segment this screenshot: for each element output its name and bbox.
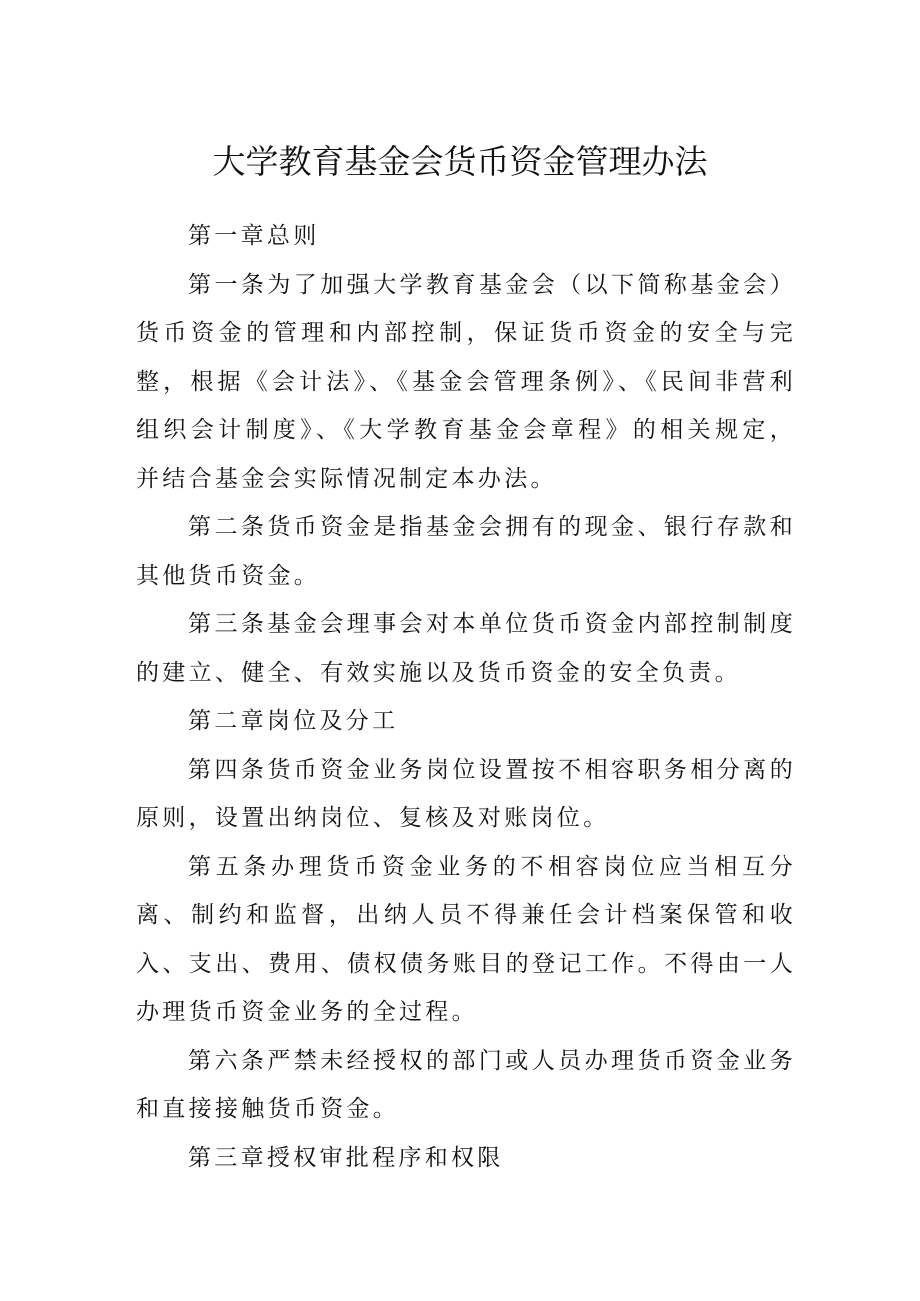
article-paragraph: 第二条货币资金是指基金会拥有的现金、银行存款和其他货币资金。 — [136, 514, 796, 589]
article-paragraph: 第五条办理货币资金业务的不相容岗位应当相互分离、制约和监督，出纳人员不得兼任会计档案保管和收入、支出、费用、债权债务账目的登记工作。不得由一人办理货币资金业务的全过程。 — [136, 853, 796, 1025]
article-paragraph: 第四条货币资金业务岗位设置按不相容职务相分离的原则，设置出纳岗位、复核及对账岗位。 — [136, 756, 796, 831]
chapter-heading: 第二章岗位及分工 — [188, 708, 399, 734]
document-title: 大学教育基金会货币资金管理办法 — [212, 142, 708, 181]
article-paragraph: 第三条基金会理事会对本单位货币资金内部控制制度的建立、健全、有效实施以及货币资金的安全负责。 — [136, 611, 796, 686]
article-paragraph: 第六条严禁未经授权的部门或人员办理货币资金业务和直接接触货币资金。 — [136, 1047, 796, 1122]
chapter-heading: 第一章总则 — [188, 223, 320, 249]
article-paragraph: 第一条为了加强大学教育基金会（以下简称基金会）货币资金的管理和内部控制，保证货币资金的安全与完整，根据《会计法》、《基金会管理条例》、《民间非营利组织会计制度》、《大学教育基金会章程》的相关规定，并结合基金会实际情况制定本办法。 — [136, 271, 796, 492]
chapter-heading: 第三章授权审批程序和权限 — [188, 1144, 504, 1171]
document-body — [136, 212, 796, 1182]
